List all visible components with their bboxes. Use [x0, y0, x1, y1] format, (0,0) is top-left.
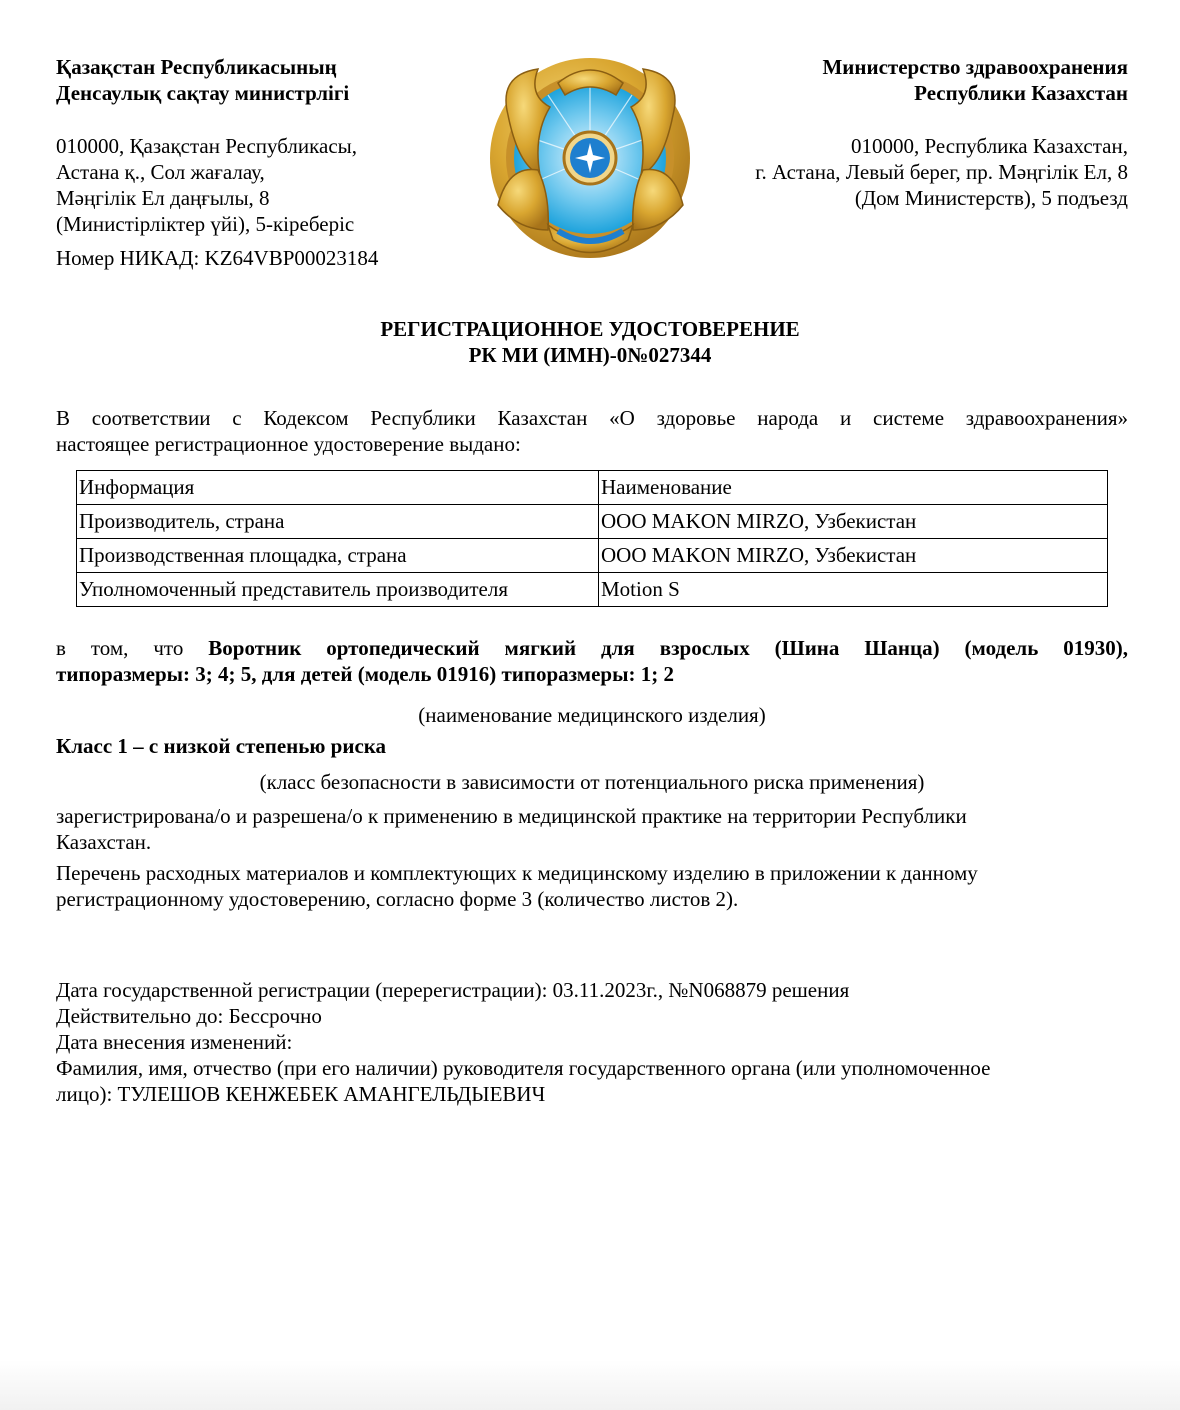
table-row: [77, 471, 1108, 505]
org-name-kz-line2: Денсаулық сақтау министрлігі: [56, 81, 350, 105]
org-name-ru-line2: Республики Казахстан: [914, 81, 1128, 105]
table-cell: ООО MAKON MIRZO, Узбекистан: [599, 505, 1108, 539]
table-cell: Производитель, страна: [77, 505, 599, 539]
address-kz-line2: Астана қ., Сол жағалау,: [56, 160, 265, 184]
page-bottom-shade: [0, 1360, 1180, 1410]
intro-line1: В соответствии с Кодексом Республики Казахстан «О здоровье народа и системе здравоохранения»: [56, 406, 1128, 430]
address-kz: [56, 133, 456, 237]
table-cell: Уполномоченный представитель производителя: [77, 573, 599, 607]
consumables-line1: Перечень расходных материалов и комплектующих к медицинскому изделию в приложении к данному: [56, 861, 978, 885]
address-kz-line4: (Министірліктер үйі), 5-кіреберіс: [56, 212, 355, 236]
table-row: [77, 573, 1108, 607]
product-description: [56, 635, 1128, 687]
changes-date: Дата внесения изменений:: [56, 1030, 293, 1054]
class-caption: (класс безопасности в зависимости от потенциального риска применения): [259, 770, 925, 794]
info-table: [76, 470, 1108, 607]
table-cell: ООО MAKON MIRZO, Узбекистан: [599, 539, 1108, 573]
org-name-kz-line1: Қазақстан Республикасының: [56, 55, 337, 79]
table-row: [77, 505, 1108, 539]
product-line1: [56, 635, 1128, 661]
address-kz-line1: 010000, Қазақстан Республикасы,: [56, 134, 358, 158]
head-name: лицо): ТУЛЕШОВ КЕНЖЕБЕК АМАНГЕЛЬДЫЕВИЧ: [56, 1082, 546, 1106]
registered-line1: зарегистрирована/о и разрешена/о к применению в медицинской практике на территории Республики: [56, 804, 967, 828]
table-row: [77, 539, 1108, 573]
certificate-number: РК МИ (ИМН)-0№027344: [468, 343, 712, 367]
title-line1: РЕГИСТРАЦИОННОЕ УДОСТОВЕРЕНИЕ: [380, 317, 800, 341]
intro-line2: настоящее регистрационное удостоверение выдано:: [56, 432, 521, 456]
header-right-russian: [648, 54, 1128, 211]
dates-block: [56, 977, 1128, 1107]
table-cell: Motion S: [599, 573, 1108, 607]
intro-paragraph: [56, 405, 1128, 457]
header-left-kazakh: [56, 54, 456, 271]
address-ru-line2: г. Астана, Левый берег, пр. Мәңгілік Ел, 8: [755, 160, 1128, 184]
table-cell: Производственная площадка, страна: [77, 539, 599, 573]
address-kz-line3: Мәңгілік Ел даңғылы, 8: [56, 186, 270, 210]
product-line2: типоразмеры: 3; 4; 5, для детей (модель 01916) типоразмеры: 1; 2: [56, 662, 674, 686]
registered-line2: Казахстан.: [56, 830, 152, 854]
product-name: Воротник ортопедический мягкий для взрослых (Шина Шанца) (модель 01930),: [208, 636, 1128, 660]
address-ru: [648, 133, 1128, 211]
address-ru-line1: 010000, Республика Казахстан,: [851, 134, 1128, 158]
org-name-ru-line1: Министерство здравоохранения: [822, 55, 1128, 79]
nikad-number: Номер НИКАД: KZ64VBP00023184: [56, 246, 379, 270]
registration-date: Дата государственной регистрации (перерегистрации): 03.11.2023г., №N068879 решения: [56, 978, 850, 1002]
registration-statement: [56, 803, 1128, 855]
head-line1: Фамилия, имя, отчество (при его наличии) руководителя государственного органа (или уполномоченное: [56, 1056, 991, 1080]
product-prefix: в том, что: [56, 636, 209, 660]
table-cell: Наименование: [599, 471, 1108, 505]
product-caption: (наименование медицинского изделия): [418, 703, 766, 727]
consumables-statement: [56, 860, 1128, 912]
consumables-line2: регистрационному удостоверению, согласно форме 3 (количество листов 2).: [56, 887, 739, 911]
document-title: [0, 316, 1180, 368]
risk-class: Класс 1 – с низкой степенью риска: [56, 734, 387, 758]
table-cell: Информация: [77, 471, 599, 505]
address-ru-line3: (Дом Министерств), 5 подъезд: [854, 186, 1128, 210]
valid-until: Действительно до: Бессрочно: [56, 1004, 322, 1028]
